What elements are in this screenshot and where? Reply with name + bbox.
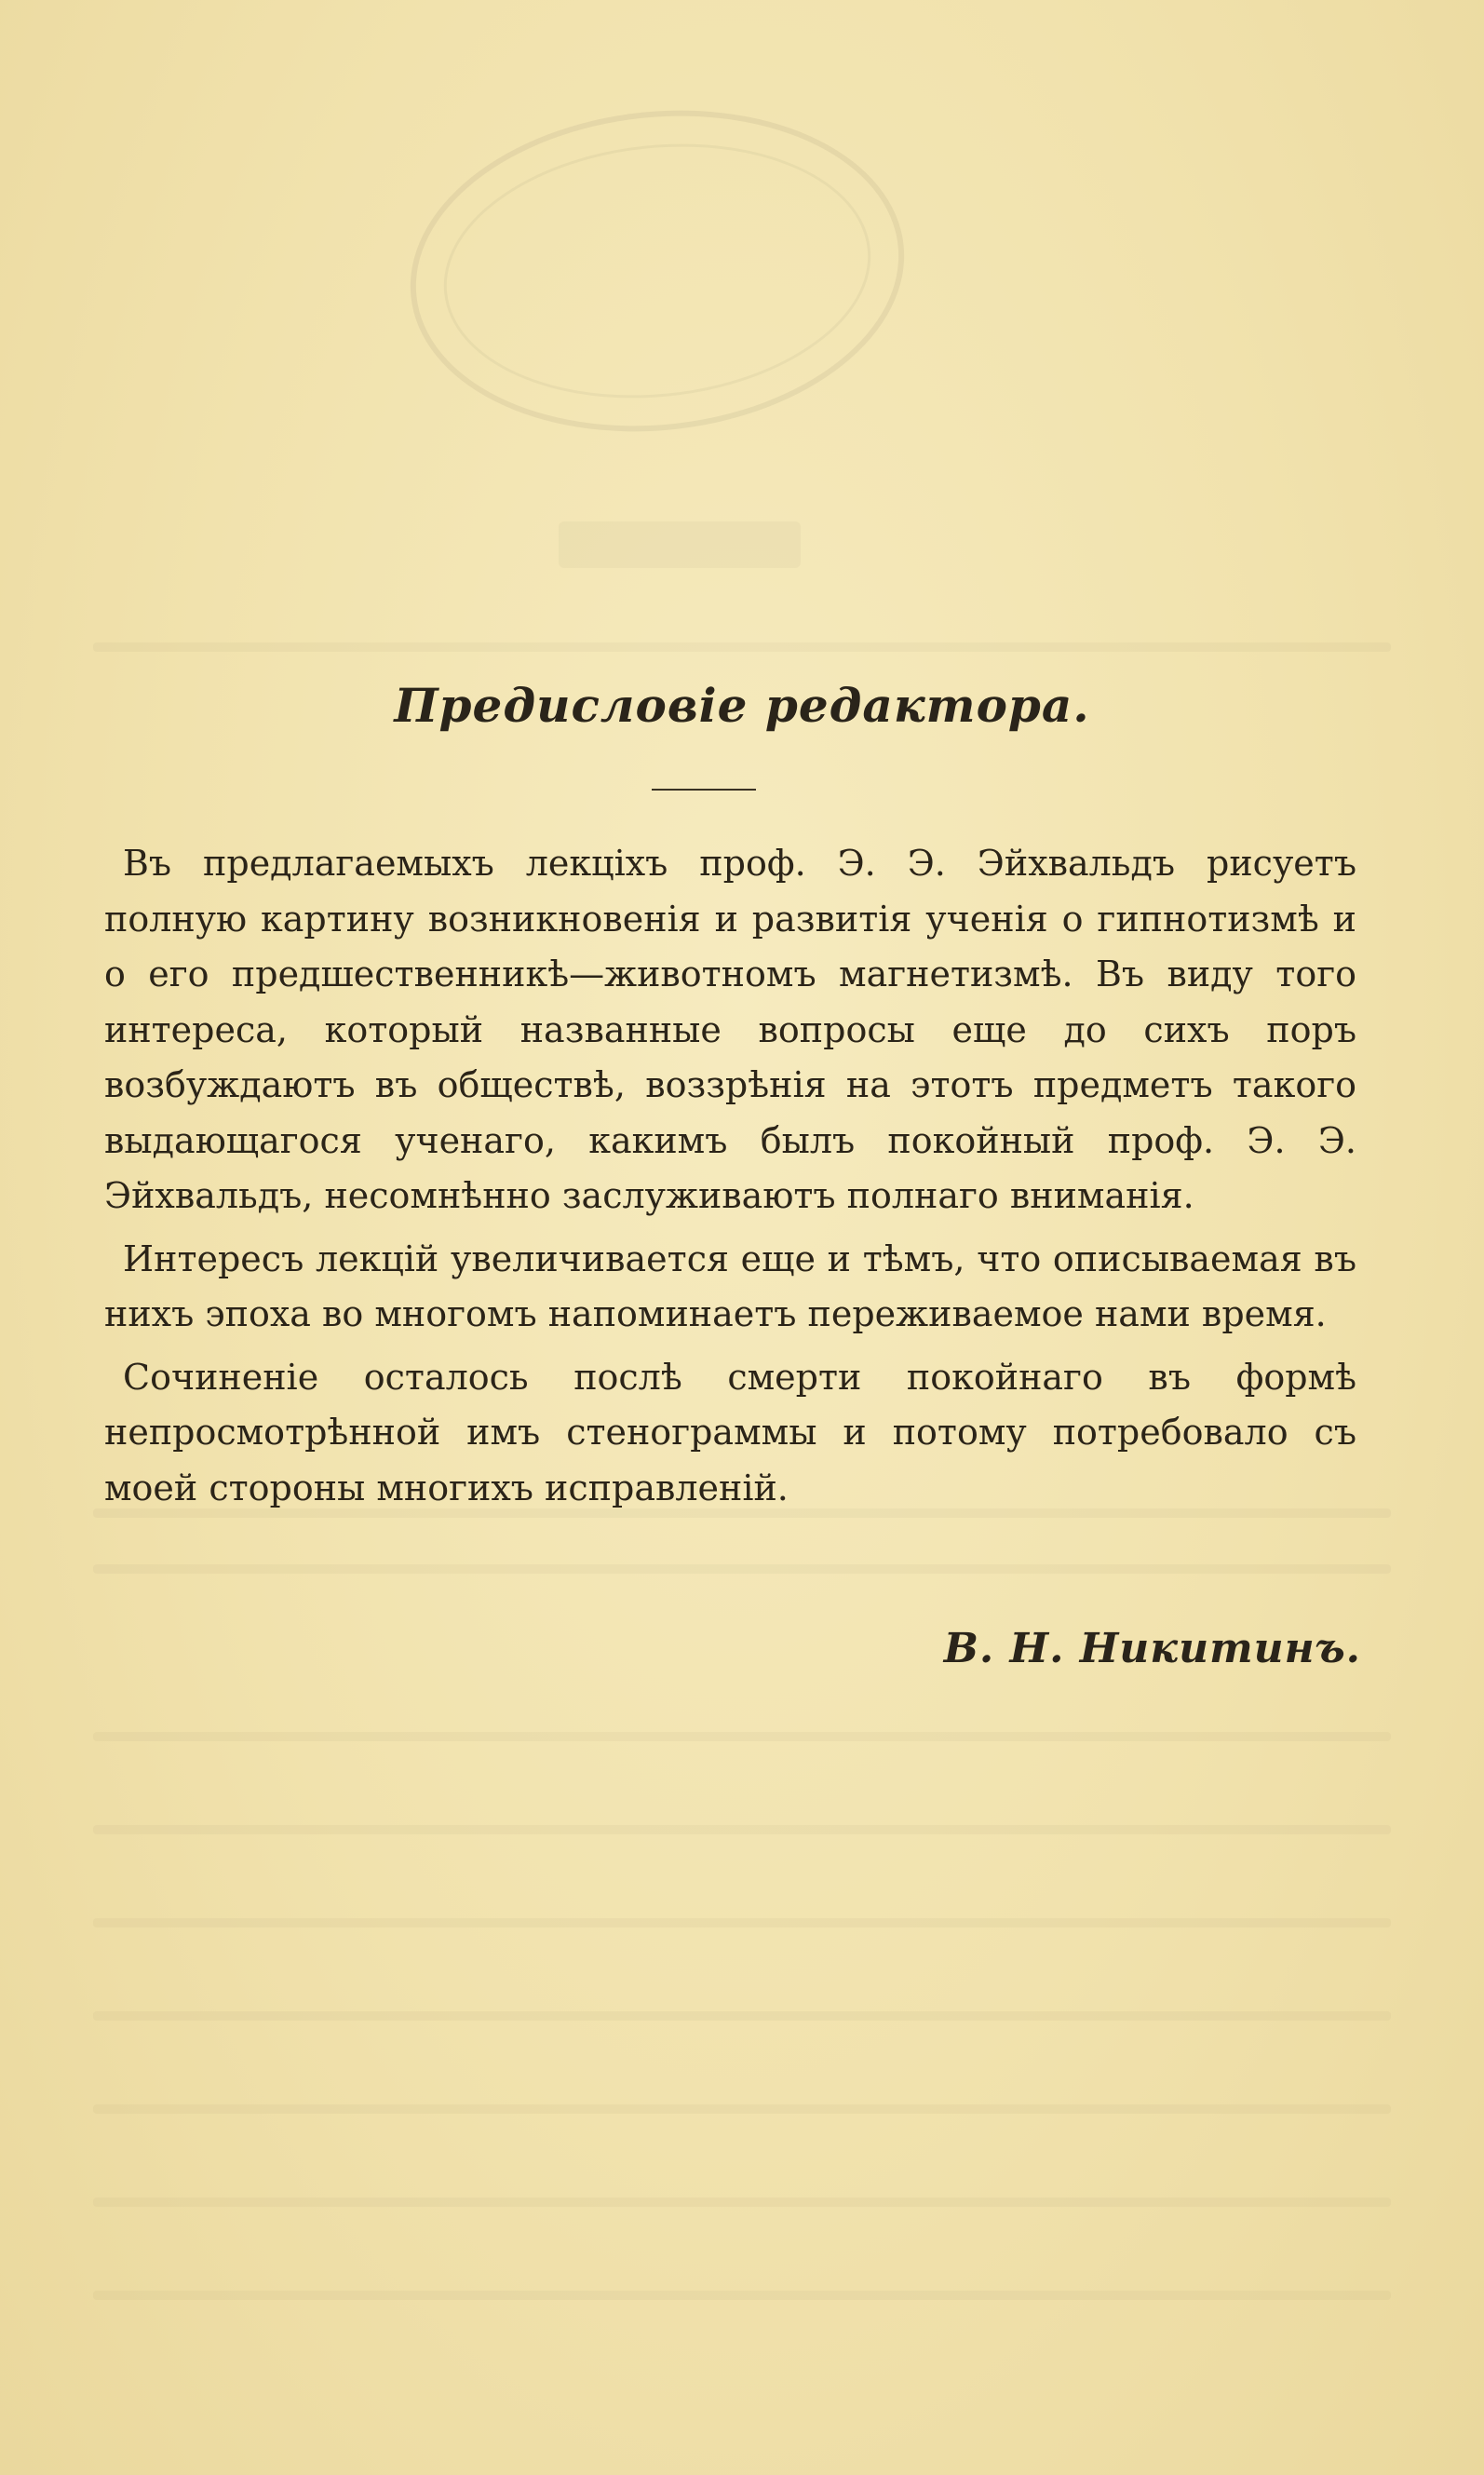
paragraph-3: Сочиненіе осталось послѣ смерти покойнаго въ формѣ непросмотрѣнной имъ стенограммы и потому потребовало съ моей стороны многихъ исправленій. [104,1356,1356,1508]
editor-signature: В. Н. Никитинъ. [943,1625,1361,1672]
bleed-through-line [93,1825,1391,1834]
preface-heading: Предисловіе редактора. [394,678,1090,733]
library-stamp [395,87,921,455]
bleed-through-line [93,2198,1391,2207]
paragraph-2: Интересъ лекцій увеличивается еще и тѣмъ, что описываемая въ нихъ эпоха во многомъ напоминаетъ переживаемое нами время. [104,1238,1356,1334]
bleed-through-line [93,2011,1391,2021]
bleed-through-line [93,1732,1391,1741]
bleed-through-line [93,642,1391,652]
preface-body [104,836,1356,1516]
paragraph-1: Въ предлагаемыхъ лекціхъ проф. Э. Э. Эйхвальдъ рисуетъ полную картину возникновенія и развитія ученія о гипнотизмѣ и о его предшественникѣ—животномъ магнетизмѣ. Въ виду того интереса, который названные вопросы еще до сихъ поръ возбуждаютъ въ обществѣ, воззрѣнія на этотъ предметъ такого выдающагося ученаго, какимъ былъ покойный проф. Э. Э. Эйхвальдъ, несомнѣнно заслуживаютъ полнаго вниманія. [104,843,1356,1216]
bleed-through-line [93,2104,1391,2114]
bleed-through-line [93,1918,1391,1927]
heading-divider [652,789,756,791]
bleed-through-line [93,1564,1391,1574]
library-stamp-inner-ring [431,124,884,419]
bleed-through-heading [559,521,801,568]
bleed-through-line [93,2291,1391,2300]
